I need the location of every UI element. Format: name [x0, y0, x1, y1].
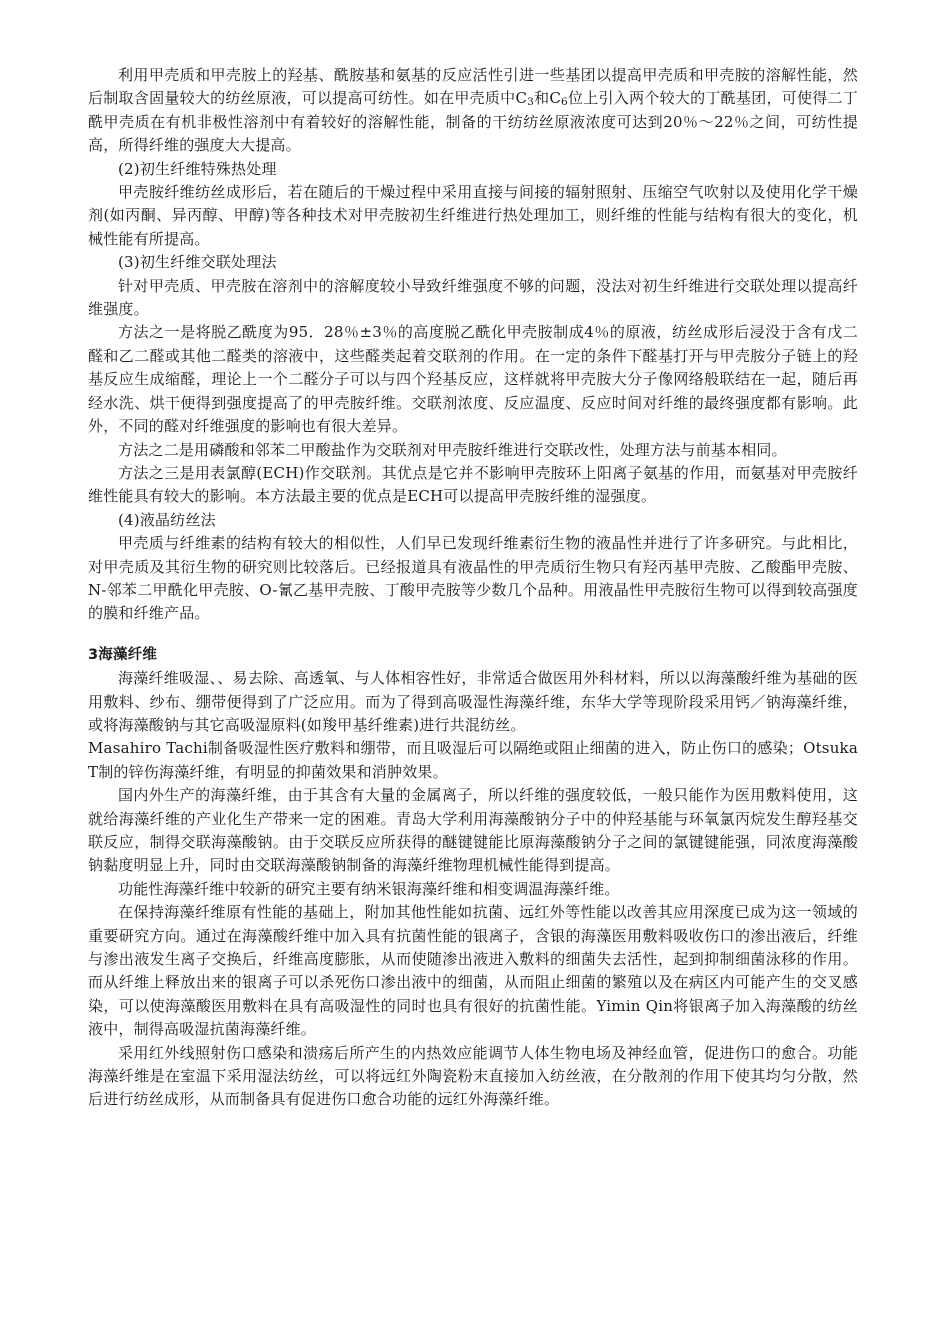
- paragraph-infrared-alginate: 采用红外线照射伤口感染和溃疡后所产生的内热效应能调节人体生物电场及神经血管，促进伤口的愈合。功能海藻纤维是在室温下采用湿法纺丝，可以将远红外陶瓷粉末直接加入纺丝液，在分散剂的作用下使其均匀分散，然后进行纺丝成形，从而制备具有促进伤口愈合功能的远红外海藻纤维。: [88, 1043, 858, 1109]
- paragraph-liquid-crystal: 甲壳质与纤维素的结构有较大的相似性，人们早已发现纤维素衍生物的液晶性并进行了许多研究。与此相比，对甲壳质及其衍生物的研究则比较落后。已经报道具有液晶性的甲壳质衍生物只有羟丙基甲壳胺、乙酸酯甲壳胺、N-邻苯二甲酰化甲壳胺、O-氰乙基甲壳胺、丁酸甲壳胺等少数几个品种。用液晶性甲壳胺衍生物可以得到较高强度的膜和纤维产品。: [88, 534, 858, 623]
- paragraph-crosslinking-intro: 针对甲壳质、甲壳胺在溶剂中的溶解度较小导致纤维强度不够的问题，没法对初生纤维进行交联处理以提高纤维强度。: [88, 276, 858, 319]
- subheading-crosslinking: (3)初生纤维交联处理法: [118, 253, 277, 272]
- paragraph-chitin-solubility: 利用甲壳质和甲壳胺上的羟基、酰胺基和氨基的反应活性引进一些基团以提高甲壳质和甲壳胺的溶解性能，然后制取含固量较大的纺丝原液，可以提高可纺性。如在甲壳质中$C_3$和$C_6$位上引入两个较大的丁酰基团，可使得二丁酰甲壳质在有机非极性溶剂中有着较好的溶解性能，制备的干纺纺丝原液浓度可达到20％～22％之间，可纺性提高，所得纤维的强度大大提高。: [88, 66, 858, 155]
- paragraph-silver-alginate: 在保持海藻纤维原有性能的基础上，附加其他性能如抗菌、远红外等性能以改善其应用深度已成为这一领域的重要研究方向。通过在海藻酸纤维中加入具有抗菌性能的银离子，含银的海藻医用敷料吸收伤口的渗出液后，纤维与渗出液发生离子交换后，纤维高度膨胀，从而使随渗出液进入敷料的细菌失去活性，起到抑制细菌泳移的作用。而从纤维上释放出来的银离子可以杀死伤口渗出液中的细菌，从而阻止细菌的繁殖以及在病区内可能产生的交叉感染，可以使海藻酸医用敷料在具有高吸湿性的同时也具有很好的抗菌性能。Yimin Qin将银离子加入海藻酸的纺丝液中，制得高吸湿抗菌海藻纤维。: [88, 903, 858, 1039]
- paragraph-method-two: 方法之二是用磷酸和邻苯二甲酸盐作为交联剂对甲壳胺纤维进行交联改性，处理方法与前基本相同。: [118, 440, 787, 459]
- paragraph-alginate-intro: 海藻纤维吸湿、、易去除、高透氧、与人体相容性好，非常适合做医用外科材料，所以以海藻酸纤维为基础的医用敷料、纱布、绷带便得到了广泛应用。而为了得到高吸湿性海藻纤维，东华大学等现阶段采用钙／钠海藻纤维，或将海藻酸钠与其它高吸湿原料(如羧甲基纤维素)进行共混纺丝。: [88, 669, 858, 734]
- paragraph-alginate-dressings: Masahiro Tachi制备吸湿性医疗敷料和绷带，而且吸湿后可以隔绝或阻止细菌的进入，防止伤口的感染；Otsuka T制的锌伤海藻纤维，有明显的抑菌效果和消肿效果。: [88, 739, 858, 781]
- document-page: [88, 64, 858, 1112]
- paragraph-method-three: 方法之三是用表氯醇(ECH)作交联剂。其优点是它并不影响甲壳胺环上阳离子氨基的作用，而氨基对甲壳胺纤维性能具有较大的影响。本方法最主要的优点是ECH可以提高甲壳胺纤维的湿强度。: [88, 463, 858, 506]
- subheading-heat-treatment: (2)初生纤维特殊热处理: [118, 159, 277, 178]
- paragraph-functional-alginate: 功能性海藻纤维中较新的研究主要有纳米银海藻纤维和相变调温海藻纤维。: [118, 879, 620, 898]
- paragraph-alginate-strength: 国内外生产的海藻纤维，由于其含有大量的金属离子，所以纤维的强度较低，一般只能作为医用敷料使用，这就给海藻纤维的产业化生产带来一定的困难。青岛大学利用海藻酸钠分子中的仲羟基能与环氧氯丙烷发生醇羟基交联反应，制得交联海藻酸钠。由于交联反应所获得的醚键键能比原海藻酸钠分子之间的氯键键能强，同浓度海藻酸钠黏度明显上升，同时由交联海藻酸钠制备的海藻纤维物理机械性能得到提高。: [88, 786, 858, 875]
- subheading-liquid-crystal: (4)液晶纺丝法: [118, 510, 216, 529]
- section-heading-alginate: 3海藻纤维: [88, 646, 158, 663]
- paragraph-method-one: 方法之一是将脱乙酰度为95．28％±3％的高度脱乙酰化甲壳胺制成4％的原液，纺丝成形后浸没于含有戊二醛和乙二醛或其他二醛类的溶液中，这些醛类起着交联剂的作用。在一定的条件下醛基打开与甲壳胺分子链上的羟基反应生成缩醛，理论上一个二醛分子可以与四个羟基反应，这样就将甲壳胺大分子像网络般联结在一起，随后再经水洗、烘干便得到强度提高了的甲壳胺纤维。交联剂浓度、反应温度、反应时间对纤维的最终强度都有影响。此外，不同的醛对纤维强度的影响也有很大差异。: [88, 323, 858, 436]
- paragraph-heat-treatment: 甲壳胺纤维纺丝成形后，若在随后的干燥过程中采用直接与间接的辐射照射、压缩空气吹射以及使用化学干燥剂(如丙酮、异丙醇、甲醇)等各种技术对甲壳胺初生纤维进行热处理加工，则纤维的性能与结构有很大的变化，机械性能有所提高。: [88, 183, 858, 248]
